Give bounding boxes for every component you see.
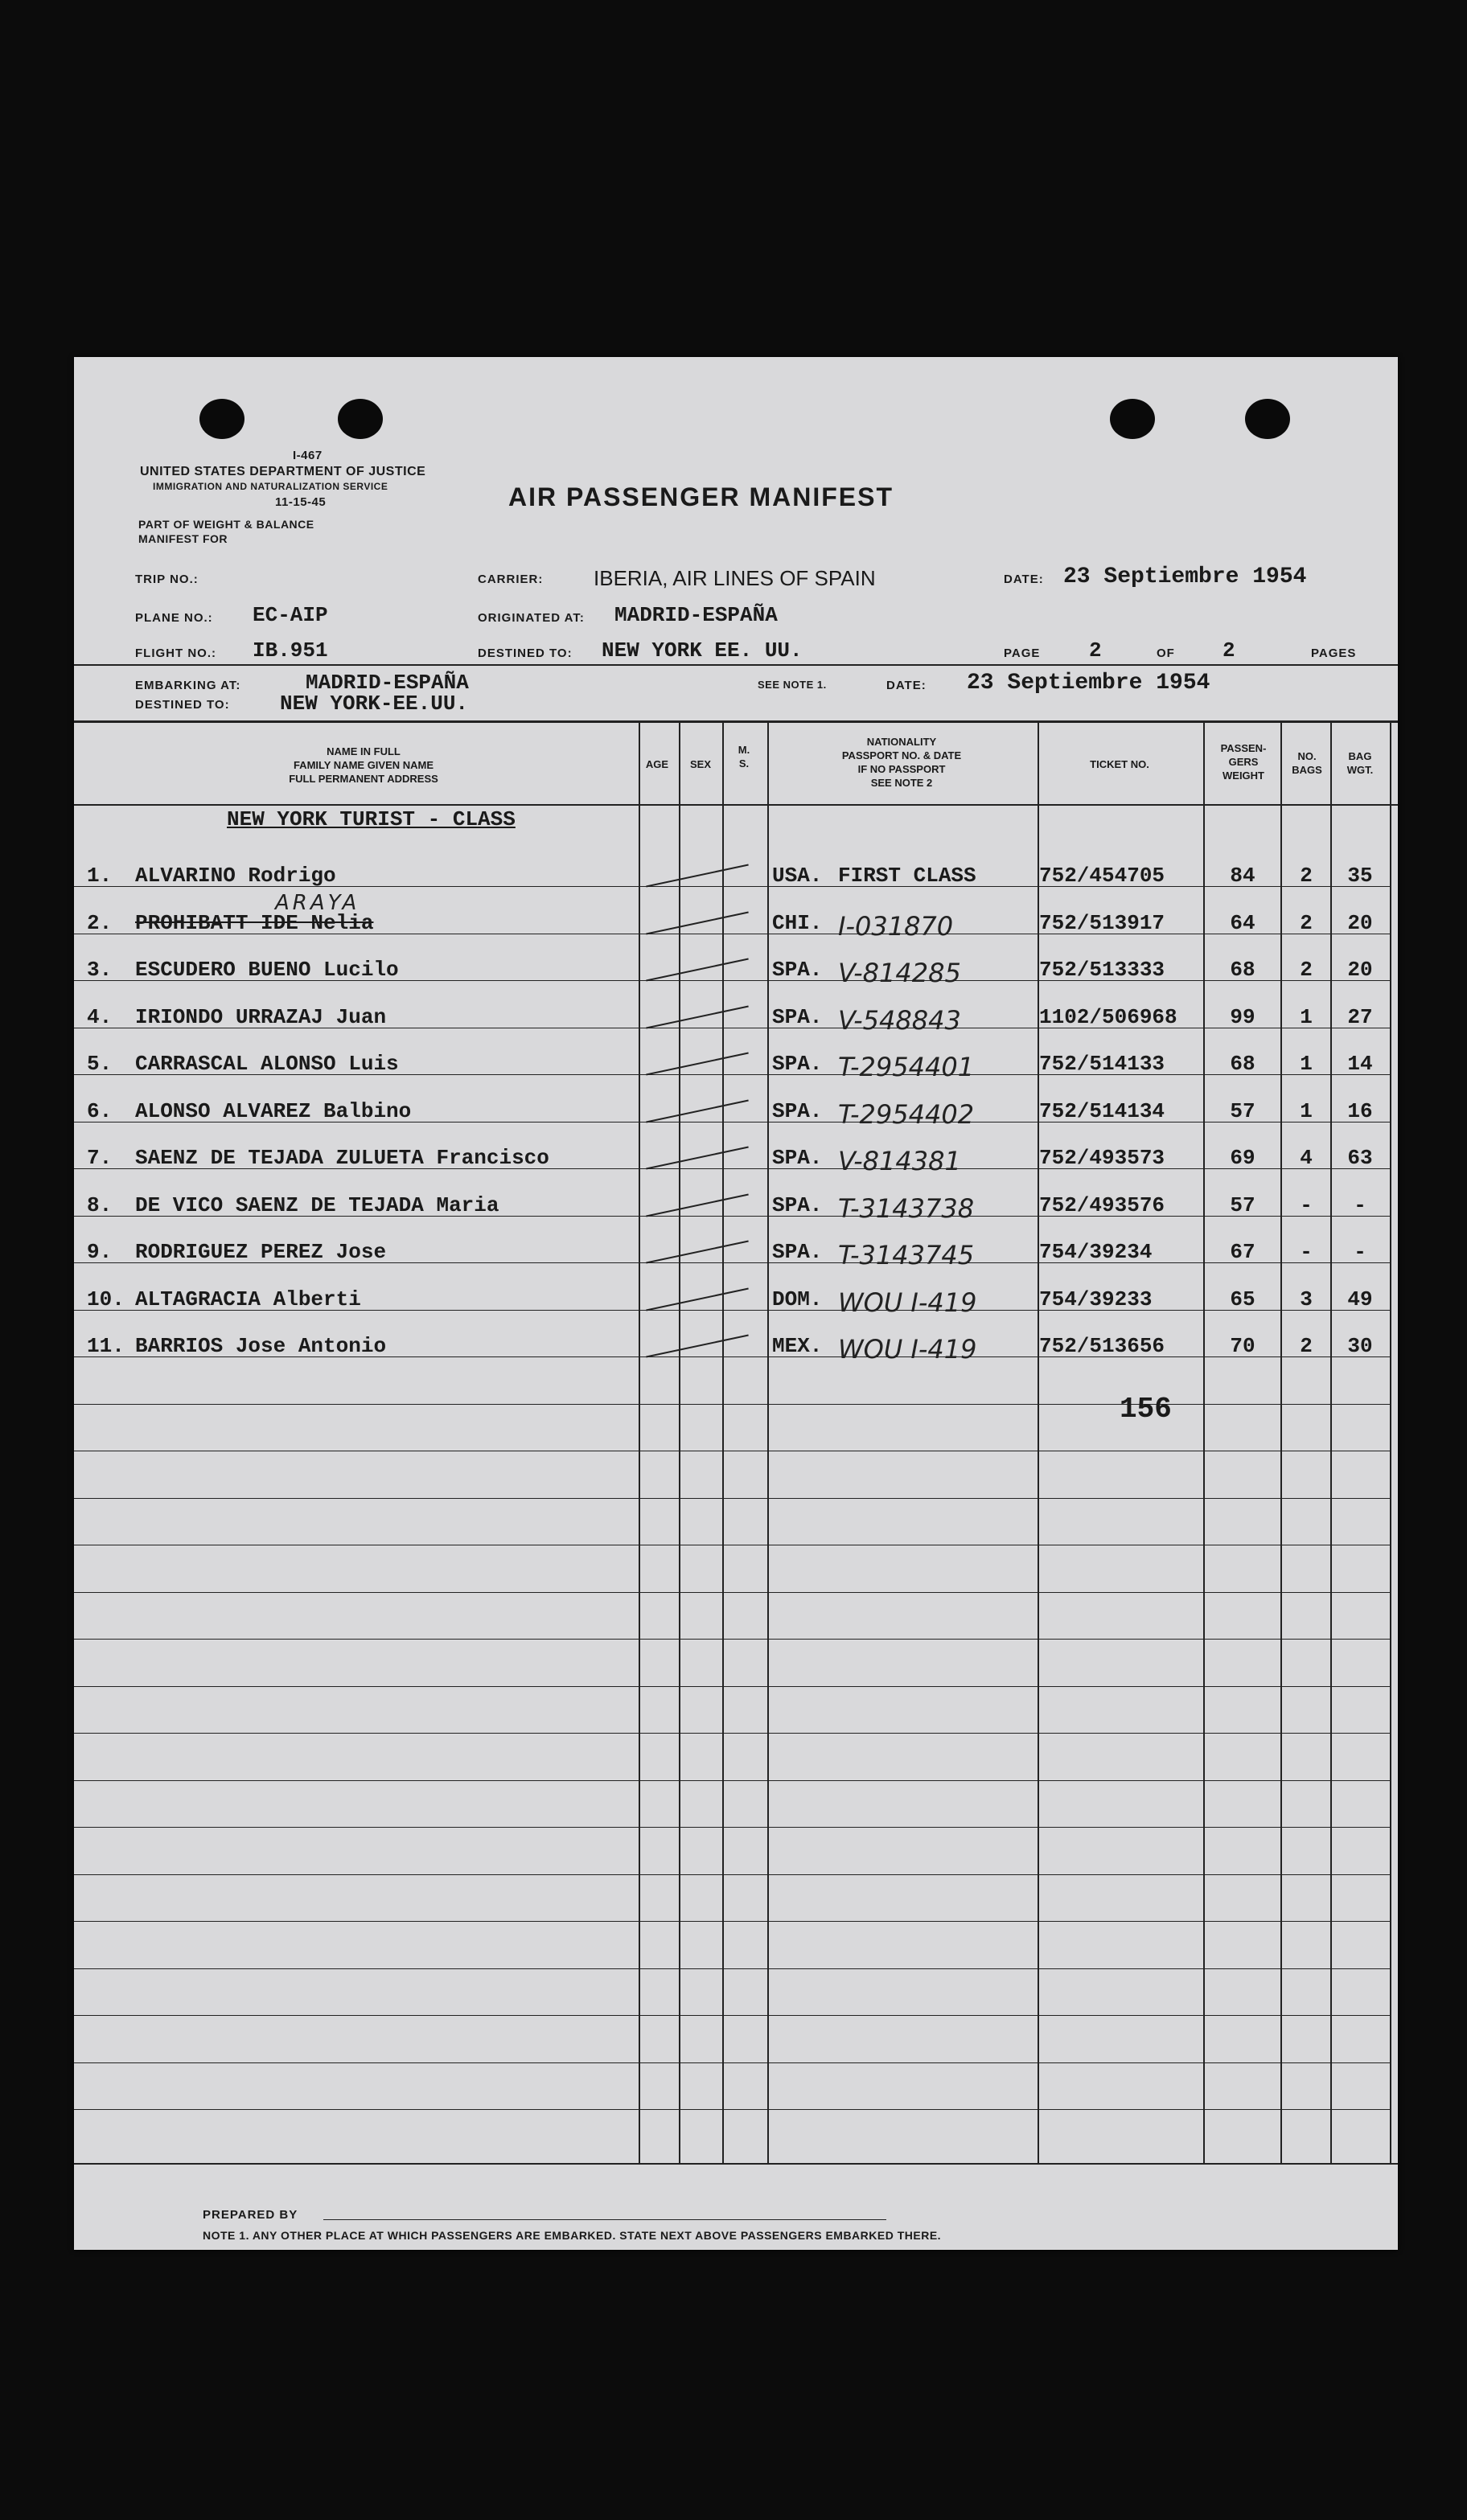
bag-count: 1 (1300, 1005, 1313, 1029)
bag-weight: - (1354, 1240, 1366, 1264)
page-title: AIR PASSENGER MANIFEST (508, 482, 894, 511)
check-mark (646, 1194, 749, 1217)
bag-weight: - (1354, 1193, 1366, 1217)
row-rule (74, 1592, 1390, 1593)
row-rule (74, 2015, 1390, 2016)
passenger-name: SAENZ DE TEJADA ZULUETA Francisco (135, 1146, 549, 1170)
passenger-name: ESCUDERO BUENO Lucilo (135, 958, 399, 982)
passenger-name: ALVARINO Rodrigo (135, 864, 336, 888)
prepared-by-line (323, 2219, 886, 2220)
ticket-number: 752/513656 (1039, 1334, 1165, 1358)
agency-name: UNITED STATES DEPARTMENT OF JUSTICE (140, 465, 426, 478)
nationality: MEX. (772, 1334, 823, 1358)
passenger-name: ALONSO ALVAREZ Balbino (135, 1099, 412, 1123)
see-note: SEE NOTE 1. (758, 679, 827, 691)
bag-count: 1 (1300, 1099, 1313, 1123)
bag-count: 2 (1300, 911, 1313, 935)
ticket-number: 752/513333 (1039, 958, 1165, 982)
col-header-bag-weight: BAG WGT. (1346, 750, 1374, 776)
passport-number: T-3143738 (838, 1193, 975, 1224)
passport-number: T-3143745 (838, 1240, 975, 1270)
carrier-value: IBERIA, AIR LINES OF SPAIN (594, 566, 876, 590)
passenger-weight: 57 (1230, 1099, 1255, 1123)
ticket-number: 752/513917 (1039, 911, 1165, 935)
ticket-number: 752/493573 (1039, 1146, 1165, 1170)
col-header-name: NAME IN FULL FAMILY NAME GIVEN NAME FULL PERMANENT ADDRESS (289, 745, 438, 785)
form-date: 11-15-45 (275, 495, 327, 509)
row-rule (74, 1404, 1390, 1405)
check-mark (646, 1241, 749, 1264)
embark-date-value: 23 Septiembre 1954 (967, 671, 1210, 696)
passenger-name: IRIONDO URRAZAJ Juan (135, 1005, 387, 1029)
passport-number: I-031870 (838, 911, 954, 942)
col-header-ticket: TICKET NO. (1090, 758, 1149, 770)
ticket-number: 752/514134 (1039, 1099, 1165, 1123)
check-mark (646, 1100, 749, 1123)
row-number: 3. (87, 958, 113, 982)
row-number: 5. (87, 1052, 113, 1076)
passenger-weight: 67 (1230, 1240, 1255, 1264)
passenger-weight: 84 (1230, 864, 1255, 888)
bag-weight: 14 (1347, 1052, 1373, 1076)
ticket-number: 752/493576 (1039, 1193, 1165, 1217)
nationality: DOM. (772, 1287, 823, 1311)
row-rule (74, 1780, 1390, 1781)
embarking-value: MADRID-ESPAÑA (306, 671, 469, 695)
passenger-weight: 57 (1230, 1193, 1255, 1217)
row-rule (74, 1874, 1390, 1875)
nationality: SPA. (772, 1240, 823, 1264)
row-rule (74, 1639, 1390, 1640)
row-number: 11. (87, 1334, 125, 1358)
bag-weight: 16 (1347, 1099, 1373, 1123)
row-number: 1. (87, 864, 113, 888)
passenger-weight: 70 (1230, 1334, 1255, 1358)
trip-label: TRIP NO.: (135, 573, 199, 586)
of-label: OF (1157, 646, 1175, 660)
row-rule (74, 1498, 1390, 1499)
row-number: 8. (87, 1193, 113, 1217)
row-rule (74, 2062, 1390, 2063)
passport-number: WOU I-419 (838, 1334, 977, 1365)
plane-label: PLANE NO.: (135, 611, 213, 625)
col-header-nationality: NATIONALITY PASSPORT NO. & DATE IF NO PASSPORT SEE NOTE 2 (841, 736, 962, 789)
nationality: SPA. (772, 1005, 823, 1029)
passenger-name: ALTAGRACIA Alberti (135, 1287, 361, 1311)
passport-number: V-814285 (838, 958, 961, 988)
bag-count: 2 (1300, 958, 1313, 982)
bag-weight: 49 (1347, 1287, 1373, 1311)
bag-count: 1 (1300, 1052, 1313, 1076)
bag-weight: 63 (1347, 1146, 1373, 1170)
passport-number: V-548843 (838, 1005, 961, 1036)
pages-label: PAGES (1311, 646, 1357, 660)
table-row (74, 1099, 1390, 1131)
row-number: 4. (87, 1005, 113, 1029)
destined-value: NEW YORK EE. UU. (602, 638, 803, 663)
check-mark (646, 912, 749, 935)
bag-weight: 20 (1347, 911, 1373, 935)
date-value: 23 Septiembre 1954 (1063, 564, 1307, 589)
passport-number: T-2954401 (838, 1052, 975, 1082)
bag-count: 3 (1300, 1287, 1313, 1311)
page-label: PAGE (1004, 646, 1041, 660)
passport-number: V-814381 (838, 1146, 961, 1176)
table-row (74, 911, 1390, 943)
manifest-sheet (74, 357, 1398, 2250)
row-rule (74, 1733, 1390, 1734)
table-row (74, 864, 1390, 896)
originated-label: ORIGINATED AT: (478, 611, 585, 625)
check-mark (646, 1053, 749, 1076)
divider (74, 720, 1398, 723)
embark-destined-label: DESTINED TO: (135, 698, 230, 712)
check-mark (646, 1006, 749, 1029)
prepared-by-label: PREPARED BY (203, 2208, 298, 2222)
ticket-number: 754/39234 (1039, 1240, 1153, 1264)
passport-number: WOU I-419 (838, 1287, 977, 1318)
passenger-name: CARRASCAL ALONSO Luis (135, 1052, 399, 1076)
ticket-number: 752/454705 (1039, 864, 1165, 888)
part-of-line1: PART OF WEIGHT & BALANCE (138, 518, 314, 531)
bag-weight: 30 (1347, 1334, 1373, 1358)
col-header-ms: M. S. (738, 744, 750, 770)
nationality: SPA. (772, 1146, 823, 1170)
check-mark (646, 1335, 749, 1358)
passport-number: T-2954402 (838, 1099, 975, 1130)
column-rule (1390, 722, 1391, 2165)
table-row (74, 1240, 1390, 1272)
row-rule (74, 1827, 1390, 1828)
ticket-number: 1102/506968 (1039, 1005, 1177, 1029)
passenger-weight: 65 (1230, 1287, 1255, 1311)
table-row (74, 1052, 1390, 1084)
passenger-weight: 68 (1230, 958, 1255, 982)
bag-count: - (1300, 1240, 1313, 1264)
flight-value: IB.951 (253, 638, 328, 663)
nationality: SPA. (772, 958, 823, 982)
row-rule (74, 1686, 1390, 1687)
passenger-name: DE VICO SAENZ DE TEJADA Maria (135, 1193, 499, 1217)
weight-total: 156 (1120, 1393, 1172, 1426)
bag-count: 4 (1300, 1146, 1313, 1170)
row-number: 7. (87, 1146, 113, 1170)
bag-weight: 27 (1347, 1005, 1373, 1029)
row-number: 6. (87, 1099, 113, 1123)
nationality: SPA. (772, 1099, 823, 1123)
row-rule (74, 2109, 1390, 2110)
page-value: 2 (1089, 638, 1102, 663)
footer-note: NOTE 1. ANY OTHER PLACE AT WHICH PASSENGERS ARE EMBARKED. STATE NEXT ABOVE PASSENGERS EMBARKED THERE. (203, 2229, 942, 2242)
bag-weight: 35 (1347, 864, 1373, 888)
form-number: I-467 (293, 449, 323, 462)
table-row (74, 1146, 1390, 1178)
col-header-age: AGE (645, 758, 669, 770)
punch-hole (338, 399, 383, 439)
row-number: 9. (87, 1240, 113, 1264)
table-row (74, 1334, 1390, 1366)
nationality: SPA. (772, 1052, 823, 1076)
table-row (74, 1193, 1390, 1225)
date-label: DATE: (1004, 573, 1044, 586)
divider (74, 2163, 1398, 2165)
bag-count: - (1300, 1193, 1313, 1217)
bag-weight: 20 (1347, 958, 1373, 982)
col-header-weight: PASSEN- GERS WEIGHT (1220, 742, 1267, 782)
embarking-label: EMBARKING AT: (135, 679, 241, 692)
passenger-name: PROHIBATT IDE Nelia (135, 911, 374, 935)
punch-hole (1245, 399, 1290, 439)
name-correction-note: ARAYA (275, 891, 360, 915)
section-title: NEW YORK TURIST - CLASS (227, 807, 516, 831)
agency-service: IMMIGRATION AND NATURALIZATION SERVICE (153, 481, 388, 492)
row-number: 10. (87, 1287, 125, 1311)
originated-value: MADRID-ESPAÑA (614, 603, 778, 627)
passenger-name: BARRIOS Jose Antonio (135, 1334, 387, 1358)
punch-hole (1110, 399, 1155, 439)
bag-count: 2 (1300, 1334, 1313, 1358)
part-of-line2: MANIFEST FOR (138, 532, 228, 545)
passenger-weight: 99 (1230, 1005, 1255, 1029)
divider (74, 804, 1398, 806)
row-rule (74, 1968, 1390, 1969)
embark-date-label: DATE: (886, 679, 927, 692)
table-row (74, 1287, 1390, 1320)
punch-hole (199, 399, 244, 439)
divider (74, 664, 1398, 666)
passenger-name: RODRIGUEZ PEREZ Jose (135, 1240, 387, 1264)
check-mark (646, 1147, 749, 1170)
table-row (74, 1005, 1390, 1037)
embark-destined-value: NEW YORK-EE.UU. (280, 692, 469, 716)
nationality: SPA. (772, 1193, 823, 1217)
col-header-bags: NO. BAGS (1292, 750, 1322, 776)
passenger-weight: 68 (1230, 1052, 1255, 1076)
row-number: 2. (87, 911, 113, 935)
plane-value: EC-AIP (253, 603, 328, 627)
destined-label: DESTINED TO: (478, 646, 573, 660)
passenger-weight: 69 (1230, 1146, 1255, 1170)
ticket-number: 754/39233 (1039, 1287, 1153, 1311)
passport-number: FIRST CLASS (838, 864, 976, 888)
bag-count: 2 (1300, 864, 1313, 888)
nationality: CHI. (772, 911, 823, 935)
flight-label: FLIGHT NO.: (135, 646, 216, 660)
check-mark (646, 1288, 749, 1311)
col-header-sex: SEX (689, 758, 711, 770)
nationality: USA. (772, 864, 823, 888)
passenger-weight: 64 (1230, 911, 1255, 935)
row-rule (74, 1921, 1390, 1922)
of-value: 2 (1222, 638, 1235, 663)
ticket-number: 752/514133 (1039, 1052, 1165, 1076)
check-mark (646, 864, 749, 888)
check-mark (646, 958, 749, 982)
carrier-label: CARRIER: (478, 573, 544, 586)
table-row (74, 958, 1390, 990)
